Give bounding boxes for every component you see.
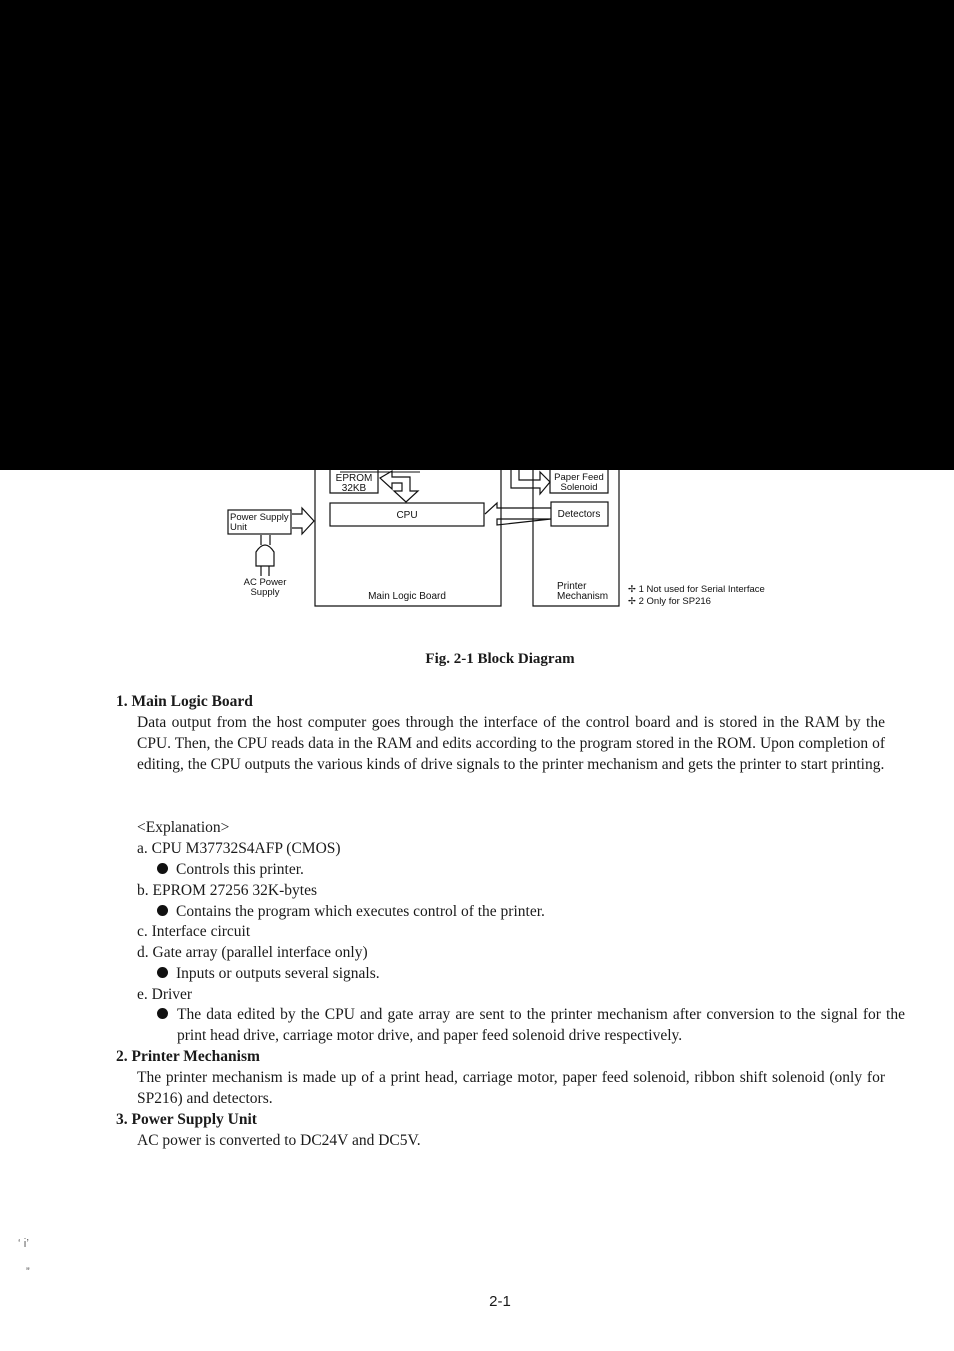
printer-label: Printer xyxy=(557,581,587,592)
note-sp216: ✢ 2 Only for SP216 xyxy=(628,596,711,607)
item-d-bullet: Inputs or outputs several signals. xyxy=(157,963,380,984)
bullet-icon xyxy=(157,1008,168,1019)
item-b-bullet: Contains the program which executes control of the printer. xyxy=(157,901,545,922)
cpu-label: CPU xyxy=(396,510,418,521)
item-c: c. Interface circuit xyxy=(137,923,251,940)
redacted-band xyxy=(0,0,954,470)
scan-artifact: ” xyxy=(26,1266,30,1278)
bullet-icon xyxy=(157,863,168,874)
solenoid-label: Solenoid xyxy=(560,482,598,493)
scan-artifact: ʻ ı̇ʼ xyxy=(18,1238,29,1250)
detectors-cpu-arrow xyxy=(485,503,551,525)
ac-supply-label: Supply xyxy=(250,587,280,598)
printer-mechanism-paragraph: The printer mechanism is made up of a print head, carriage motor, paper feed solenoid, ribbon shift solenoid (only for SP216) and detectors. xyxy=(137,1069,885,1107)
eprom-size-label: 32KB xyxy=(341,483,367,494)
item-a: a. CPU M37732S4AFP (CMOS) xyxy=(137,840,341,857)
eprom-cpu-arrow xyxy=(380,471,418,502)
plug-prongs xyxy=(261,566,269,576)
power-arrow xyxy=(292,508,314,534)
bullet-icon xyxy=(157,905,168,916)
paper-feed-arrow xyxy=(511,470,550,494)
paper-feed-label: Paper Feed xyxy=(554,472,604,483)
eprom-label: EPROM xyxy=(335,473,373,484)
plug-icon xyxy=(256,545,274,566)
plug-cord xyxy=(261,535,270,545)
note-serial: ✢ 1 Not used for Serial Interface xyxy=(628,584,765,595)
bullet-icon xyxy=(157,967,168,978)
page-number: 2-1 xyxy=(489,1293,511,1310)
heading-power-supply-unit: 3. Power Supply Unit xyxy=(116,1111,257,1128)
main-logic-board-label: Main Logic Board xyxy=(368,591,446,602)
item-e: e. Driver xyxy=(137,986,193,1003)
item-e-bullet: The data edited by the CPU and gate array are sent to the printer mechanism after conversion to the signal for the print head drive, carriage motor drive, and paper feed solenoid drive respectively. xyxy=(157,1004,905,1046)
heading-main-logic-board: 1. Main Logic Board xyxy=(116,693,253,710)
ac-power-label: AC Power xyxy=(243,577,287,588)
item-d: d. Gate array (parallel interface only) xyxy=(137,944,368,961)
heading-printer-mechanism: 2. Printer Mechanism xyxy=(116,1048,260,1065)
main-logic-paragraph: Data output from the host computer goes through the interface of the control board and is stored in the RAM by the CPU. Then, the CPU reads data in the RAM and edits according to the program stored in the ROM. Upon completion of editing, the CPU outputs the various kinds of drive signals to the printer mechanism and gets the printer to start printing. xyxy=(137,714,885,773)
figure-caption: Fig. 2-1 Block Diagram xyxy=(425,651,575,667)
power-supply-unit-label: Unit xyxy=(230,522,247,533)
explanation-label: <Explanation> xyxy=(137,819,230,836)
power-supply-paragraph: AC power is converted to DC24V and DC5V. xyxy=(137,1132,421,1149)
item-b: b. EPROM 27256 32K-bytes xyxy=(137,882,317,899)
power-supply-label: Power Supply xyxy=(230,512,289,523)
item-a-bullet: Controls this printer. xyxy=(157,859,304,880)
detectors-label: Detectors xyxy=(557,509,601,520)
mechanism-label: Mechanism xyxy=(557,591,609,602)
